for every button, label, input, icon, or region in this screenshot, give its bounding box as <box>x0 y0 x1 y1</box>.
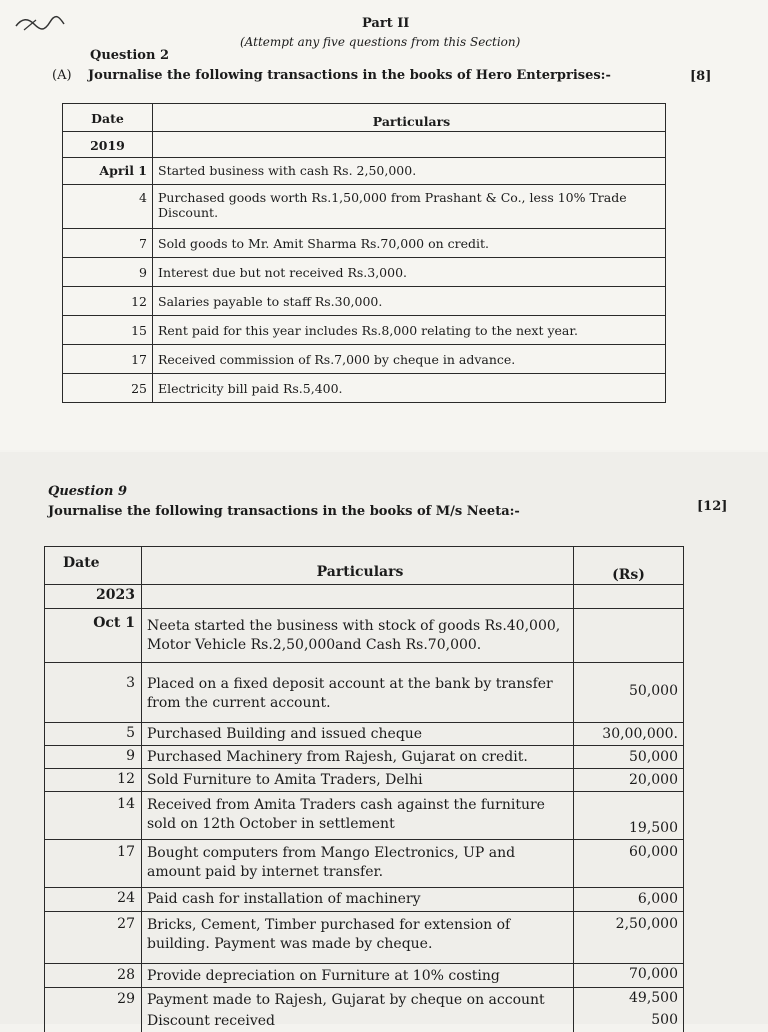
table-row <box>63 185 666 229</box>
date-cell: 7 <box>63 229 153 258</box>
date-cell: 28 <box>45 964 142 988</box>
particulars-cell: Interest due but not received Rs.3,000. <box>153 258 666 287</box>
particulars-cell: Provide depreciation on Furniture at 10% costing <box>142 964 574 988</box>
particulars-cell: Rent paid for this year includes Rs.8,000 relating to the next year. <box>153 316 666 345</box>
table-row <box>63 287 666 316</box>
particulars-cell: Purchased goods worth Rs.1,50,000 from Prashant & Co., less 10% Trade Discount. <box>153 185 666 229</box>
q2-sub-label: (A) <box>52 68 72 83</box>
table-row <box>63 229 666 258</box>
table-row <box>63 345 666 374</box>
amount-cell: 6,000 <box>574 888 684 912</box>
table-row <box>45 840 684 888</box>
q9-instruction: Journalise the following transactions in the books of M/s Neeta:- <box>48 504 520 519</box>
amount-cell: 50,000 <box>574 746 684 769</box>
particulars-cell: Purchased Machinery from Rajesh, Gujarat on credit. <box>142 746 574 769</box>
date-cell: 5 <box>45 723 142 746</box>
particulars-cell: Started business with cash Rs. 2,50,000. <box>153 158 666 185</box>
empty-cell <box>574 585 684 609</box>
particulars-cell: Bricks, Cement, Timber purchased for extension of building. Payment was made by cheque. <box>142 912 574 964</box>
particulars-cell: Received from Amita Traders cash against the furniture sold on 12th October in settlement <box>142 792 574 840</box>
table-row <box>45 663 684 723</box>
table-row <box>63 374 666 403</box>
date-cell: April 1 <box>63 158 153 185</box>
amount-cell: 500 <box>574 1012 684 1032</box>
table-row <box>45 746 684 769</box>
particulars-cell: Sold goods to Mr. Amit Sharma Rs.70,000 on credit. <box>153 229 666 258</box>
date-cell: 3 <box>45 663 142 723</box>
table-row <box>45 912 684 964</box>
date-cell <box>45 1012 142 1032</box>
particulars-cell: Placed on a fixed deposit account at the bank by transfer from the current account. <box>142 663 574 723</box>
q9-label: Question 9 <box>48 484 128 499</box>
table-header-row <box>63 104 666 132</box>
table-row <box>45 888 684 912</box>
empty-cell <box>142 585 574 609</box>
date-cell: 17 <box>45 840 142 888</box>
table-row <box>45 769 684 792</box>
date-cell: 17 <box>63 345 153 374</box>
part-subtitle: (Attempt any five questions from this Section) <box>240 35 521 49</box>
amount-cell: 30,00,000. <box>574 723 684 746</box>
particulars-cell: Bought computers from Mango Electronics, UP and amount paid by internet transfer. <box>142 840 574 888</box>
amount-cell: 50,000 <box>574 663 684 723</box>
date-cell: 14 <box>45 792 142 840</box>
year-row <box>45 585 684 609</box>
table-row <box>45 723 684 746</box>
q9-marks: [12] <box>697 499 728 514</box>
q2-instruction: Journalise the following transactions in the books of Hero Enterprises:- <box>88 68 611 83</box>
table-row <box>63 316 666 345</box>
date-cell: 12 <box>45 769 142 792</box>
table-header-row <box>45 547 684 585</box>
q2-label: Question 2 <box>90 48 170 63</box>
pen-scribble-icon <box>14 14 66 38</box>
table-row <box>45 792 684 840</box>
date-header: Date <box>63 104 153 132</box>
table-row <box>45 988 684 1012</box>
particulars-cell: Paid cash for installation of machinery <box>142 888 574 912</box>
amount-cell: 49,500 <box>574 988 684 1012</box>
date-cell: 4 <box>63 185 153 229</box>
amount-cell: 60,000 <box>574 840 684 888</box>
amount-header: (Rs) <box>574 547 684 585</box>
table-row <box>63 158 666 185</box>
particulars-header: Particulars <box>142 547 574 585</box>
date-cell: Oct 1 <box>45 609 142 663</box>
date-cell: 12 <box>63 287 153 316</box>
date-header: Date <box>45 547 142 585</box>
year-cell: 2019 <box>63 132 153 158</box>
amount-cell <box>574 609 684 663</box>
particulars-header: Particulars <box>153 104 666 132</box>
q2-marks: [8] <box>690 69 712 84</box>
particulars-cell: Sold Furniture to Amita Traders, Delhi <box>142 769 574 792</box>
particulars-cell: Received commission of Rs.7,000 by cheque in advance. <box>153 345 666 374</box>
date-cell: 25 <box>63 374 153 403</box>
date-cell: 29 <box>45 988 142 1012</box>
particulars-cell: Purchased Building and issued cheque <box>142 723 574 746</box>
particulars-cell: Neeta started the business with stock of goods Rs.40,000, Motor Vehicle Rs.2,50,000and Cash Rs.70,000. <box>142 609 574 663</box>
part-title: Part II <box>362 16 410 31</box>
particulars-cell: Electricity bill paid Rs.5,400. <box>153 374 666 403</box>
empty-cell <box>153 132 666 158</box>
date-cell: 15 <box>63 316 153 345</box>
year-row <box>63 132 666 158</box>
date-cell: 9 <box>45 746 142 769</box>
table-row <box>45 609 684 663</box>
date-cell: 9 <box>63 258 153 287</box>
table-row <box>45 1012 684 1032</box>
date-cell: 24 <box>45 888 142 912</box>
table-row <box>63 258 666 287</box>
year-cell: 2023 <box>45 585 142 609</box>
table-row <box>45 964 684 988</box>
date-cell: 27 <box>45 912 142 964</box>
amount-cell: 20,000 <box>574 769 684 792</box>
amount-cell: 2,50,000 <box>574 912 684 964</box>
particulars-cell: Salaries payable to staff Rs.30,000. <box>153 287 666 316</box>
q2-transaction-table <box>62 103 666 403</box>
particulars-cell: Payment made to Rajesh, Gujarat by cheque on account <box>142 988 574 1012</box>
particulars-cell: Discount received <box>142 1012 574 1032</box>
amount-cell: 19,500 <box>574 792 684 840</box>
q9-transaction-table <box>44 546 684 1032</box>
amount-cell: 70,000 <box>574 964 684 988</box>
